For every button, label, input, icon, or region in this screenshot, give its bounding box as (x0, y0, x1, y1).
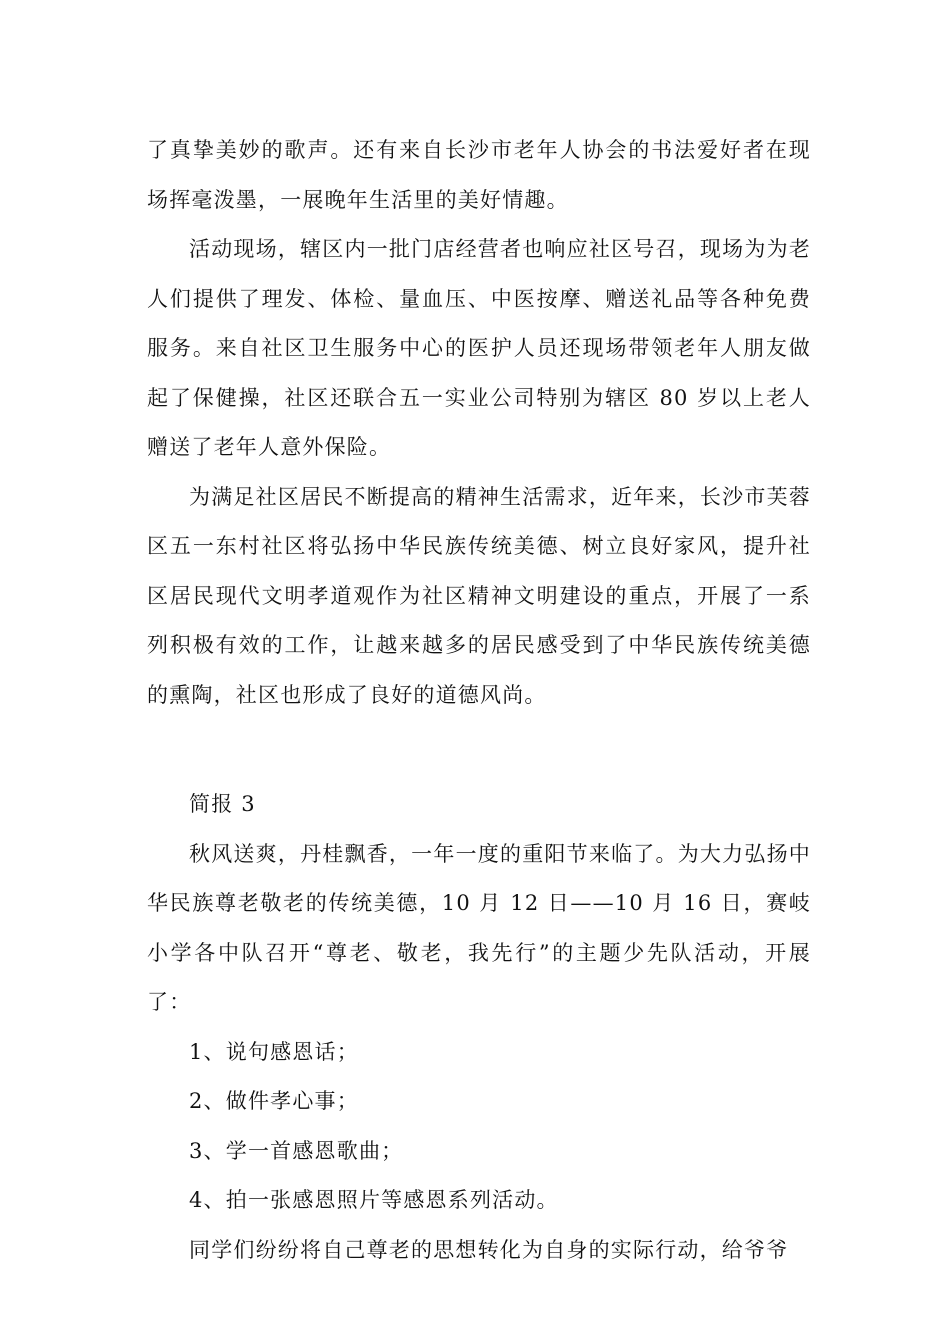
paragraph-continuation: 了真挚美妙的歌声。还有来自长沙市老年人协会的书法爱好者在现场挥毫泼墨，一展晚年生活里的美好情趣。 (147, 138, 811, 212)
paragraph-activity-services: 活动现场，辖区内一批门店经营者也响应社区号召，现场为为老人们提供了理发、体检、量血压、中医按摩、赠送礼品等各种免费服务。来自社区卫生服务中心的医护人员还现场带领老年人朋友做起了保健操，社区还联合五一实业公司特别为辖区 80 岁以上老人赠送了老年人意外保险。 (147, 237, 811, 459)
document-body (147, 126, 811, 1275)
list-item-1: 1、说句感恩话； (189, 1039, 359, 1064)
section-heading: 简报 3 (189, 792, 256, 816)
section-spacer (147, 720, 811, 780)
list-item-4: 4、拍一张感恩照片等感恩系列活动。 (189, 1188, 559, 1212)
paragraph-closing: 同学们纷纷将自己尊老的思想转化为自身的实际行动，给爷爷 (189, 1237, 789, 1262)
list-item-3: 3、学一首感恩歌曲； (189, 1138, 404, 1163)
paragraph-community-culture: 为满足社区居民不断提高的精神生活需求，近年来，长沙市芙蓉区五一东村社区将弘扬中华民族传统美德、树立良好家风，提升社区居民现代文明孝道观作为社区精神文明建设的重点，开展了一系列积极有效的工作，让越来越多的居民感受到了中华民族传统美德的熏陶，社区也形成了良好的道德风尚。 (147, 484, 811, 707)
list-item-2: 2、做件孝心事； (189, 1089, 359, 1113)
paragraph-intro: 秋风送爽，丹桂飘香，一年一度的重阳节来临了。为大力弘扬中华民族尊老敬老的传统美德，10 月 12 日——10 月 16 日，赛岐小学各中队召开“尊老、敬老，我先行”的主题少先队活动，开展了： (147, 841, 811, 1014)
